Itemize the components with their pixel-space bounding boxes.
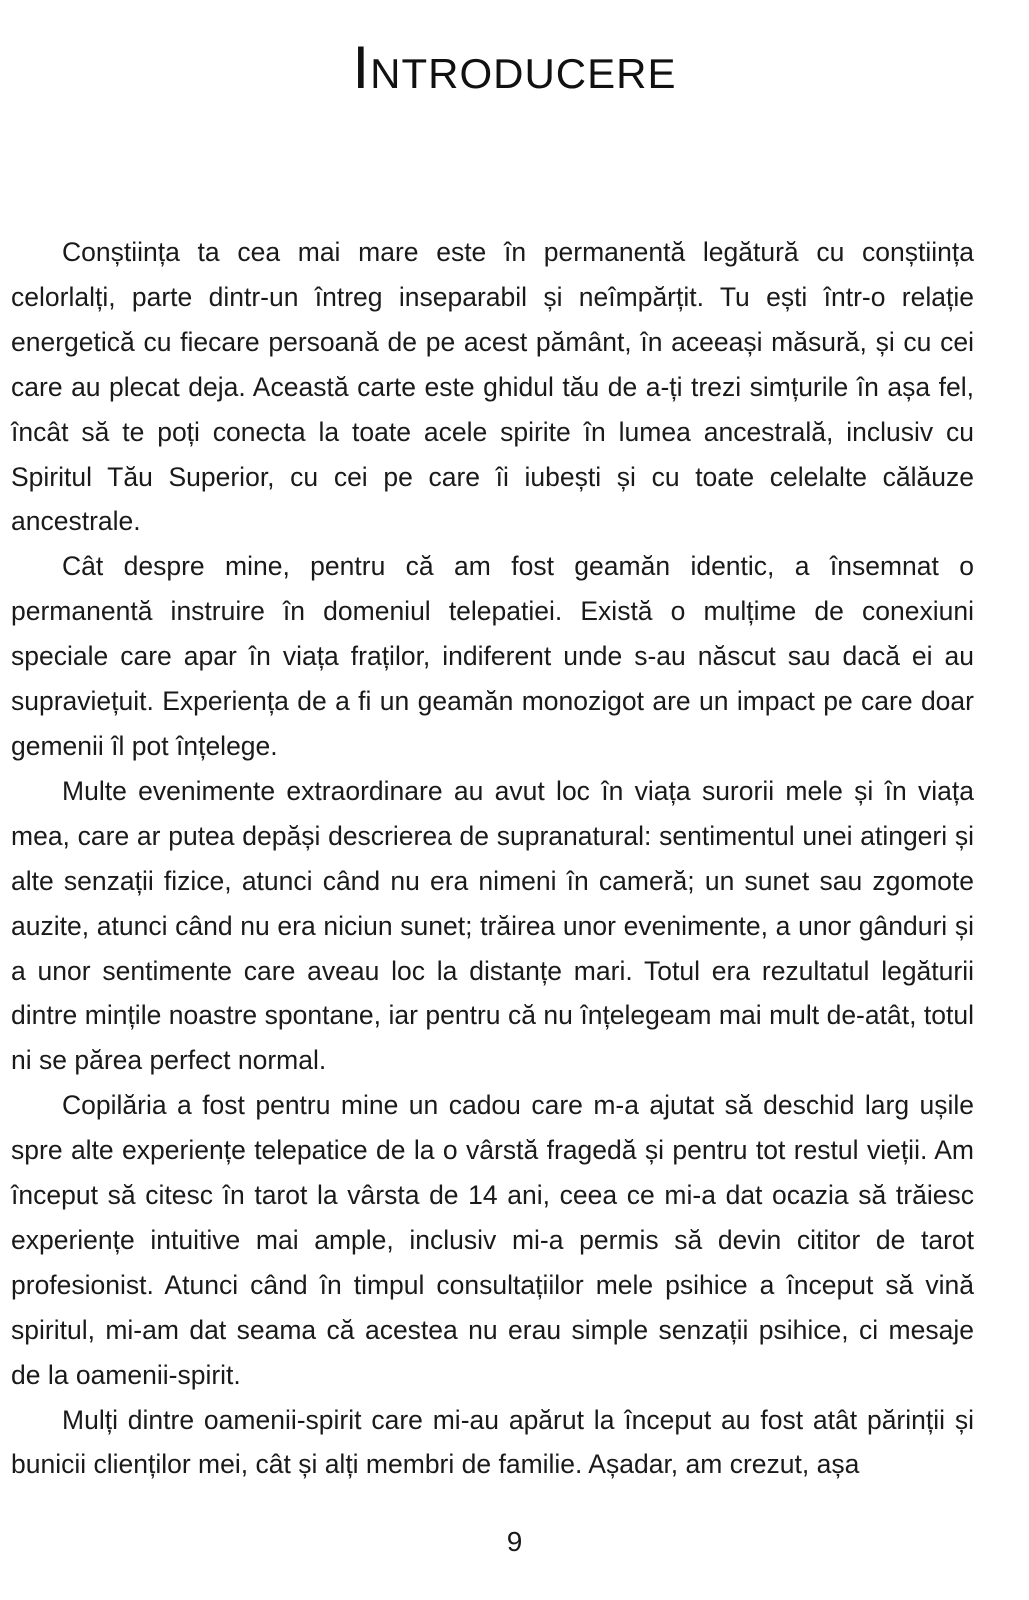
page-number: 9 (506, 1526, 523, 1557)
paragraph: Conștiința ta cea mai mare este în permanentă legătură cu conștiința celorlalți, parte dintr-un întreg inseparabil și neîmpărțit. Tu ești într-o relație energetică cu fiecare persoană de pe acest pământ, în aceeași măsură, și cu cei care au plecat deja. Această carte este ghidul tău de a-ți trezi simțurile în așa fel, încât să te poți conecta la toate acele spirite în lumea ancestrală, inclusiv cu Spiritul Tău Superior, cu cei pe care îi iubești și cu toate celelalte călăuze ancestrale. (11, 237, 974, 537)
body-text (11, 230, 974, 1487)
paragraph: Copilăria a fost pentru mine un cadou care m-a ajutat să deschid larg ușile spre alte experiențe telepatice de la o vârstă fragedă și pentru tot restul vieții. Am început să citesc în tarot la vârsta de 14 ani, ceea ce mi-a dat ocazia să trăiesc experiențe intuitive mai ample, inclusiv mi-a permis să devin cititor de tarot profesionist. Atunci când în timpul consultațiilor mele psihice a început să vină spiritul, mi-am dat seama că acestea nu erau simple senzații psihice, ci mesaje de la oamenii-spirit. (11, 1090, 974, 1390)
paragraph: Multe evenimente extraordinare au avut loc în viața surorii mele și în viața mea, care ar putea depăși descrierea de supranatural: sentimentul unei atingeri și alte senzații fizice, atunci când nu era nimeni în cameră; un sunet sau zgomote auzite, atunci când nu era niciun sunet; trăirea unor evenimente, a unor gânduri și a unor sentimente care aveau loc la distanțe mari. Totul era rezultatul legăturii dintre mințile noastre spontane, iar pentru că nu înțelegeam mai mult de-atât, totul ni se părea perfect normal. (11, 775, 974, 1076)
paragraph: Cât despre mine, pentru că am fost geamăn identic, a însemnat o permanentă instruire în domeniul telepatiei. Există o mulțime de conexiuni speciale care apar în viața fraților, indiferent unde s-au născut sau dacă ei au supraviețuit. Experiența de a fi un geamăn monozigot are un impact pe care doar gemenii îl pot înțelege. (11, 551, 974, 761)
paragraph: Mulți dintre oamenii-spirit care mi-au apărut la început au fost atât părinții și bunicii clienților mei, cât și alți membri de familie. Așadar, am crezut, așa (11, 1404, 974, 1480)
chapter-title: Introducere (352, 34, 677, 101)
